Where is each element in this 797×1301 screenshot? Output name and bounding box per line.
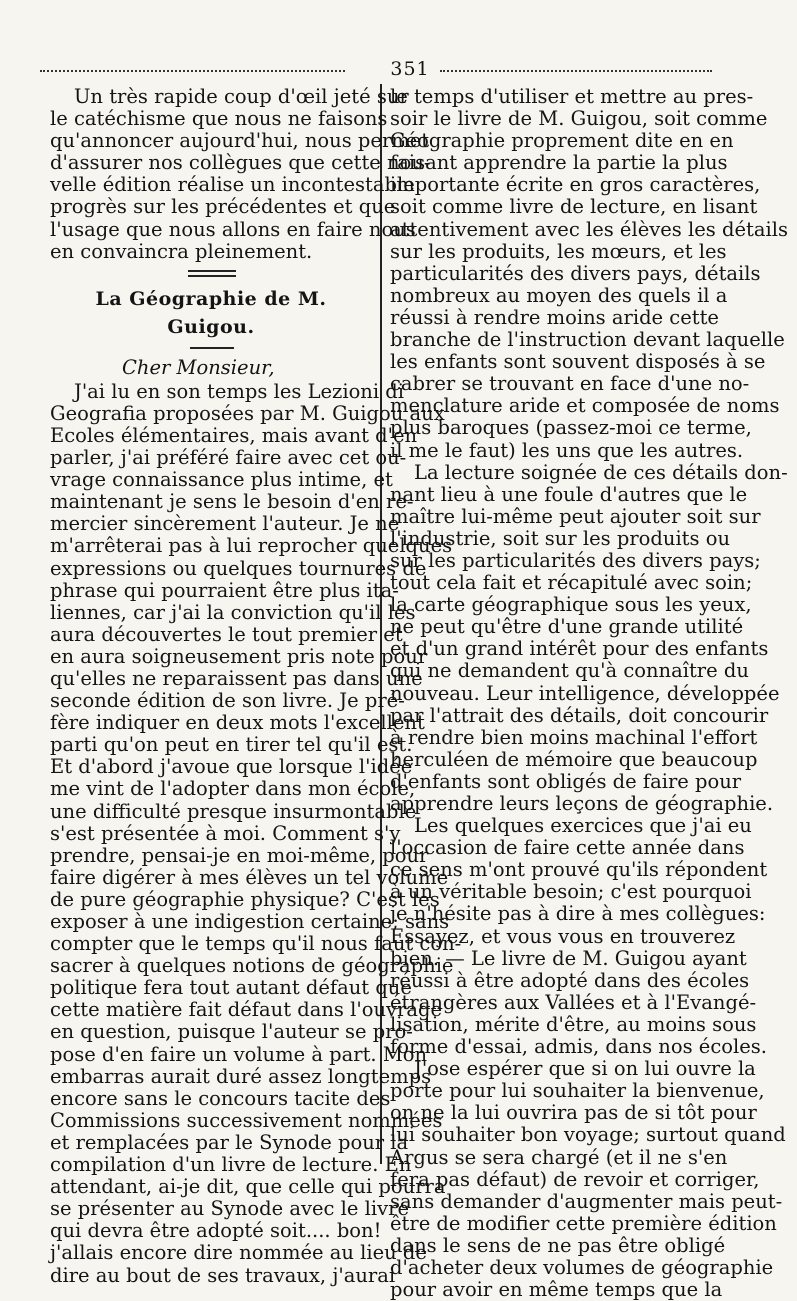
title-rule — [50, 341, 372, 355]
text-line: prendre, pensai-je en moi-même, pour — [50, 843, 429, 867]
text-line: en convaincra pleinement. — [50, 239, 313, 263]
text-line: l'occasion de faire cette année dans — [390, 836, 745, 860]
text-line: à rendre bien moins machinal l'effort — [390, 725, 758, 749]
text-line: en question, puisque l'auteur se pro- — [50, 1020, 413, 1044]
text-line: qu'elles ne reparaissent pas dans une — [50, 666, 423, 690]
text-line: plus baroques (passez-moi ce terme, — [390, 416, 752, 440]
text-line: politique fera tout autant défaut que — [50, 976, 412, 1000]
text-line: maître lui-même peut ajouter soit sur — [390, 504, 761, 528]
text-line: lisation, mérite d'être, au moins sous — [390, 1012, 757, 1036]
text-line: le catéchisme que nous ne faisons — [50, 107, 388, 131]
text-line: Les quelques exercices que j'ai eu — [414, 814, 752, 838]
intro-paragraph — [50, 85, 431, 263]
text-line: encore sans le concours tacite des — [50, 1086, 391, 1110]
text-line: dire au bout de ses travaux, j'aurai — [50, 1263, 396, 1287]
text-line: maintenant je sens le besoin d'en re- — [50, 490, 414, 514]
text-line: le temps d'utiliser et mettre au pres- — [390, 85, 754, 108]
text-line: d'enfants sont obligés de faire pour — [390, 769, 742, 793]
text-line: réussi à être adopté dans des écoles — [390, 968, 750, 992]
text-line: se présenter au Synode avec le livre — [50, 1197, 409, 1221]
text-line: nouveau. Leur intelligence, développée — [390, 681, 780, 705]
text-line: mercier sincèrement l'auteur. Je ne — [50, 512, 400, 536]
text-line: nombreux au moyen des quels il a — [390, 283, 728, 307]
text-line: Geografia proposées par M. Guigou aux — [50, 401, 445, 425]
text-line: pour avoir en même temps que la — [390, 1278, 723, 1301]
text-line: faire digérer à mes élèves un tel volume — [50, 865, 449, 889]
header-rule-right — [440, 70, 712, 72]
text-line: attendant, ai-je dit, que celle qui pourra — [50, 1175, 446, 1199]
text-line: importante écrite en gros caractères, — [390, 173, 761, 197]
text-line: qu'annoncer aujourd'hui, nous permet — [50, 129, 430, 153]
header-rule-left — [40, 70, 345, 72]
right-column — [390, 85, 788, 1301]
text-line: Géographie proprement dite en en — [390, 129, 734, 153]
text-line: La lecture soignée de ces détails don- — [414, 460, 788, 484]
text-line: phrase qui pourraient être plus ita- — [50, 578, 399, 602]
text-line: par l'attrait des détails, doit concourir — [390, 703, 769, 727]
page-header — [40, 58, 712, 80]
text-line: Un très rapide coup d'œil jeté sur — [74, 85, 409, 108]
text-line: d'acheter deux volumes de géographie — [390, 1255, 774, 1279]
text-line: parler, j'ai préféré faire avec cet ou- — [50, 446, 407, 470]
section-double-rule — [50, 263, 372, 285]
text-line: menclature aride et composée de noms — [390, 394, 780, 418]
text-line: liennes, car j'ai la conviction qu'il les — [50, 600, 416, 624]
text-line: Commissions successivement nommées — [50, 1108, 443, 1132]
text-line: embarras aurait duré assez longtemps — [50, 1064, 432, 1088]
text-line: sur les particularités des divers pays; — [390, 548, 761, 572]
text-line: Et d'abord j'avoue que lorsque l'idée — [50, 755, 413, 779]
text-line: Argus se sera chargé (et il ne s'en — [390, 1145, 728, 1169]
text-line: aura découvertes le tout premier et — [50, 622, 403, 646]
text-line: d'assurer nos collègues que cette nou- — [50, 151, 431, 175]
text-line: en aura soigneusement pris note pour — [50, 644, 428, 668]
text-line: réussi à rendre moins aride cette — [390, 305, 719, 329]
text-line: étrangères aux Vallées et à l'Evangé- — [390, 990, 757, 1014]
text-line: vrage connaissance plus intime, et — [50, 468, 393, 492]
text-line: sacrer à quelques notions de géographie — [50, 954, 454, 978]
text-line: ce sens m'ont prouvé qu'ils répondent — [390, 858, 768, 882]
text-line: soit comme livre de lecture, en lisant — [390, 195, 758, 219]
text-line: qui ne demandent qu'à connaître du — [390, 659, 749, 683]
text-line: herculéen de mémoire que beaucoup — [390, 747, 758, 771]
text-line: velle édition réalise un incontestable — [50, 173, 415, 197]
text-line: exposer à une indigestion certaine; sans — [50, 910, 450, 933]
text-line: J'ose espérer que si on lui ouvre la — [414, 1057, 756, 1081]
text-line: et remplacées par le Synode pour la — [50, 1130, 409, 1154]
text-line: attentivement avec les élèves les détails — [390, 217, 788, 241]
text-line: forme d'essai, admis, dans nos écoles. — [390, 1035, 767, 1059]
text-line: lui souhaiter bon voyage; surtout quand — [390, 1123, 786, 1147]
text-line: nant lieu à une foule d'autres que le — [390, 482, 748, 506]
text-line: expressions ou quelques tournures de — [50, 556, 427, 580]
text-line: l'industrie, soit sur les produits ou — [390, 526, 731, 550]
text-line: bien. — Le livre de M. Guigou ayant — [390, 946, 747, 970]
text-line: progrès sur les précédentes et que — [50, 195, 396, 219]
text-line: qui devra être adopté soit.... bon! — [50, 1219, 382, 1243]
text-line: être de modifier cette première édition — [390, 1211, 777, 1235]
left-column — [50, 85, 462, 1287]
text-line: soir le livre de M. Guigou, soit comme — [390, 107, 768, 131]
text-line: s'est présentée à moi. Comment s'y — [50, 821, 401, 845]
salutation: Cher Monsieur, — [122, 355, 275, 379]
text-line: la carte géographique sous les yeux, — [390, 593, 752, 617]
text-line: cette matière fait défaut dans l'ouvrage — [50, 998, 442, 1022]
article-title: La Géographie de M. Guigou. — [95, 287, 327, 338]
text-line: l'usage que nous allons en faire nous — [50, 217, 416, 241]
text-line: seconde édition de son livre. Je pré- — [50, 689, 405, 713]
text-line: fera pas défaut) de revoir et corriger, — [390, 1167, 760, 1191]
text-line: apprendre leurs leçons de géographie. — [390, 792, 774, 815]
text-line: cabrer se trouvant en face d'une no- — [390, 372, 750, 396]
text-line: je n'hésite pas à dire à mes collègues: — [390, 902, 766, 926]
text-line: tout cela fait et récapitulé avec soin; — [390, 571, 753, 595]
text-line: les enfants sont souvent disposés à se — [390, 350, 766, 374]
text-line: porte pour lui souhaiter la bienvenue, — [390, 1079, 765, 1103]
text-line: à un véritable besoin; c'est pourquoi — [390, 880, 752, 904]
text-line: on ne la lui ouvrira pas de si tôt pour — [390, 1101, 757, 1125]
text-line: faisant apprendre la partie la plus — [390, 151, 728, 175]
text-line: ne peut qu'être d'une grande utilité — [390, 615, 744, 639]
page-number: 351 — [390, 58, 430, 80]
text-line: compter que le temps qu'il nous faut con- — [50, 932, 462, 956]
text-line: il me le faut) les uns que les autres. — [390, 438, 744, 462]
text-line: une difficulté presque insurmontable — [50, 799, 417, 823]
text-line: sur les produits, les mœurs, et les — [390, 239, 727, 263]
text-line: j'allais encore dire nommée au lieu de — [50, 1241, 427, 1265]
text-line: et d'un grand intérêt pour des enfants — [390, 637, 769, 661]
text-line: Ecoles élémentaires, mais avant d'en — [50, 423, 418, 447]
text-line: m'arrêterai pas à lui reprocher quelques — [50, 534, 453, 558]
text-line: branche de l'instruction devant laquelle — [390, 328, 785, 352]
text-line: compilation d'un livre de lecture. En — [50, 1153, 412, 1177]
text-line: de pure géographie physique? C'est les — [50, 887, 440, 911]
text-line: fère indiquer en deux mots l'excellent — [50, 711, 425, 735]
text-line: Essayez, et vous vous en trouverez — [390, 924, 736, 948]
text-line: me vint de l'adopter dans mon école, — [50, 777, 416, 801]
text-line: J'ai lu en son temps les Lezioni di — [74, 379, 405, 403]
text-line: pose d'en faire un volume à part. Mon — [50, 1042, 428, 1066]
text-line: parti qu'on peut en tirer tel qu'il est. — [50, 733, 413, 757]
text-line: sans demander d'augmenter mais peut- — [390, 1189, 783, 1213]
text-line: dans le sens de ne pas être obligé — [390, 1233, 726, 1257]
article-body-left — [50, 379, 462, 1287]
text-line: particularités des divers pays, détails — [390, 261, 761, 285]
